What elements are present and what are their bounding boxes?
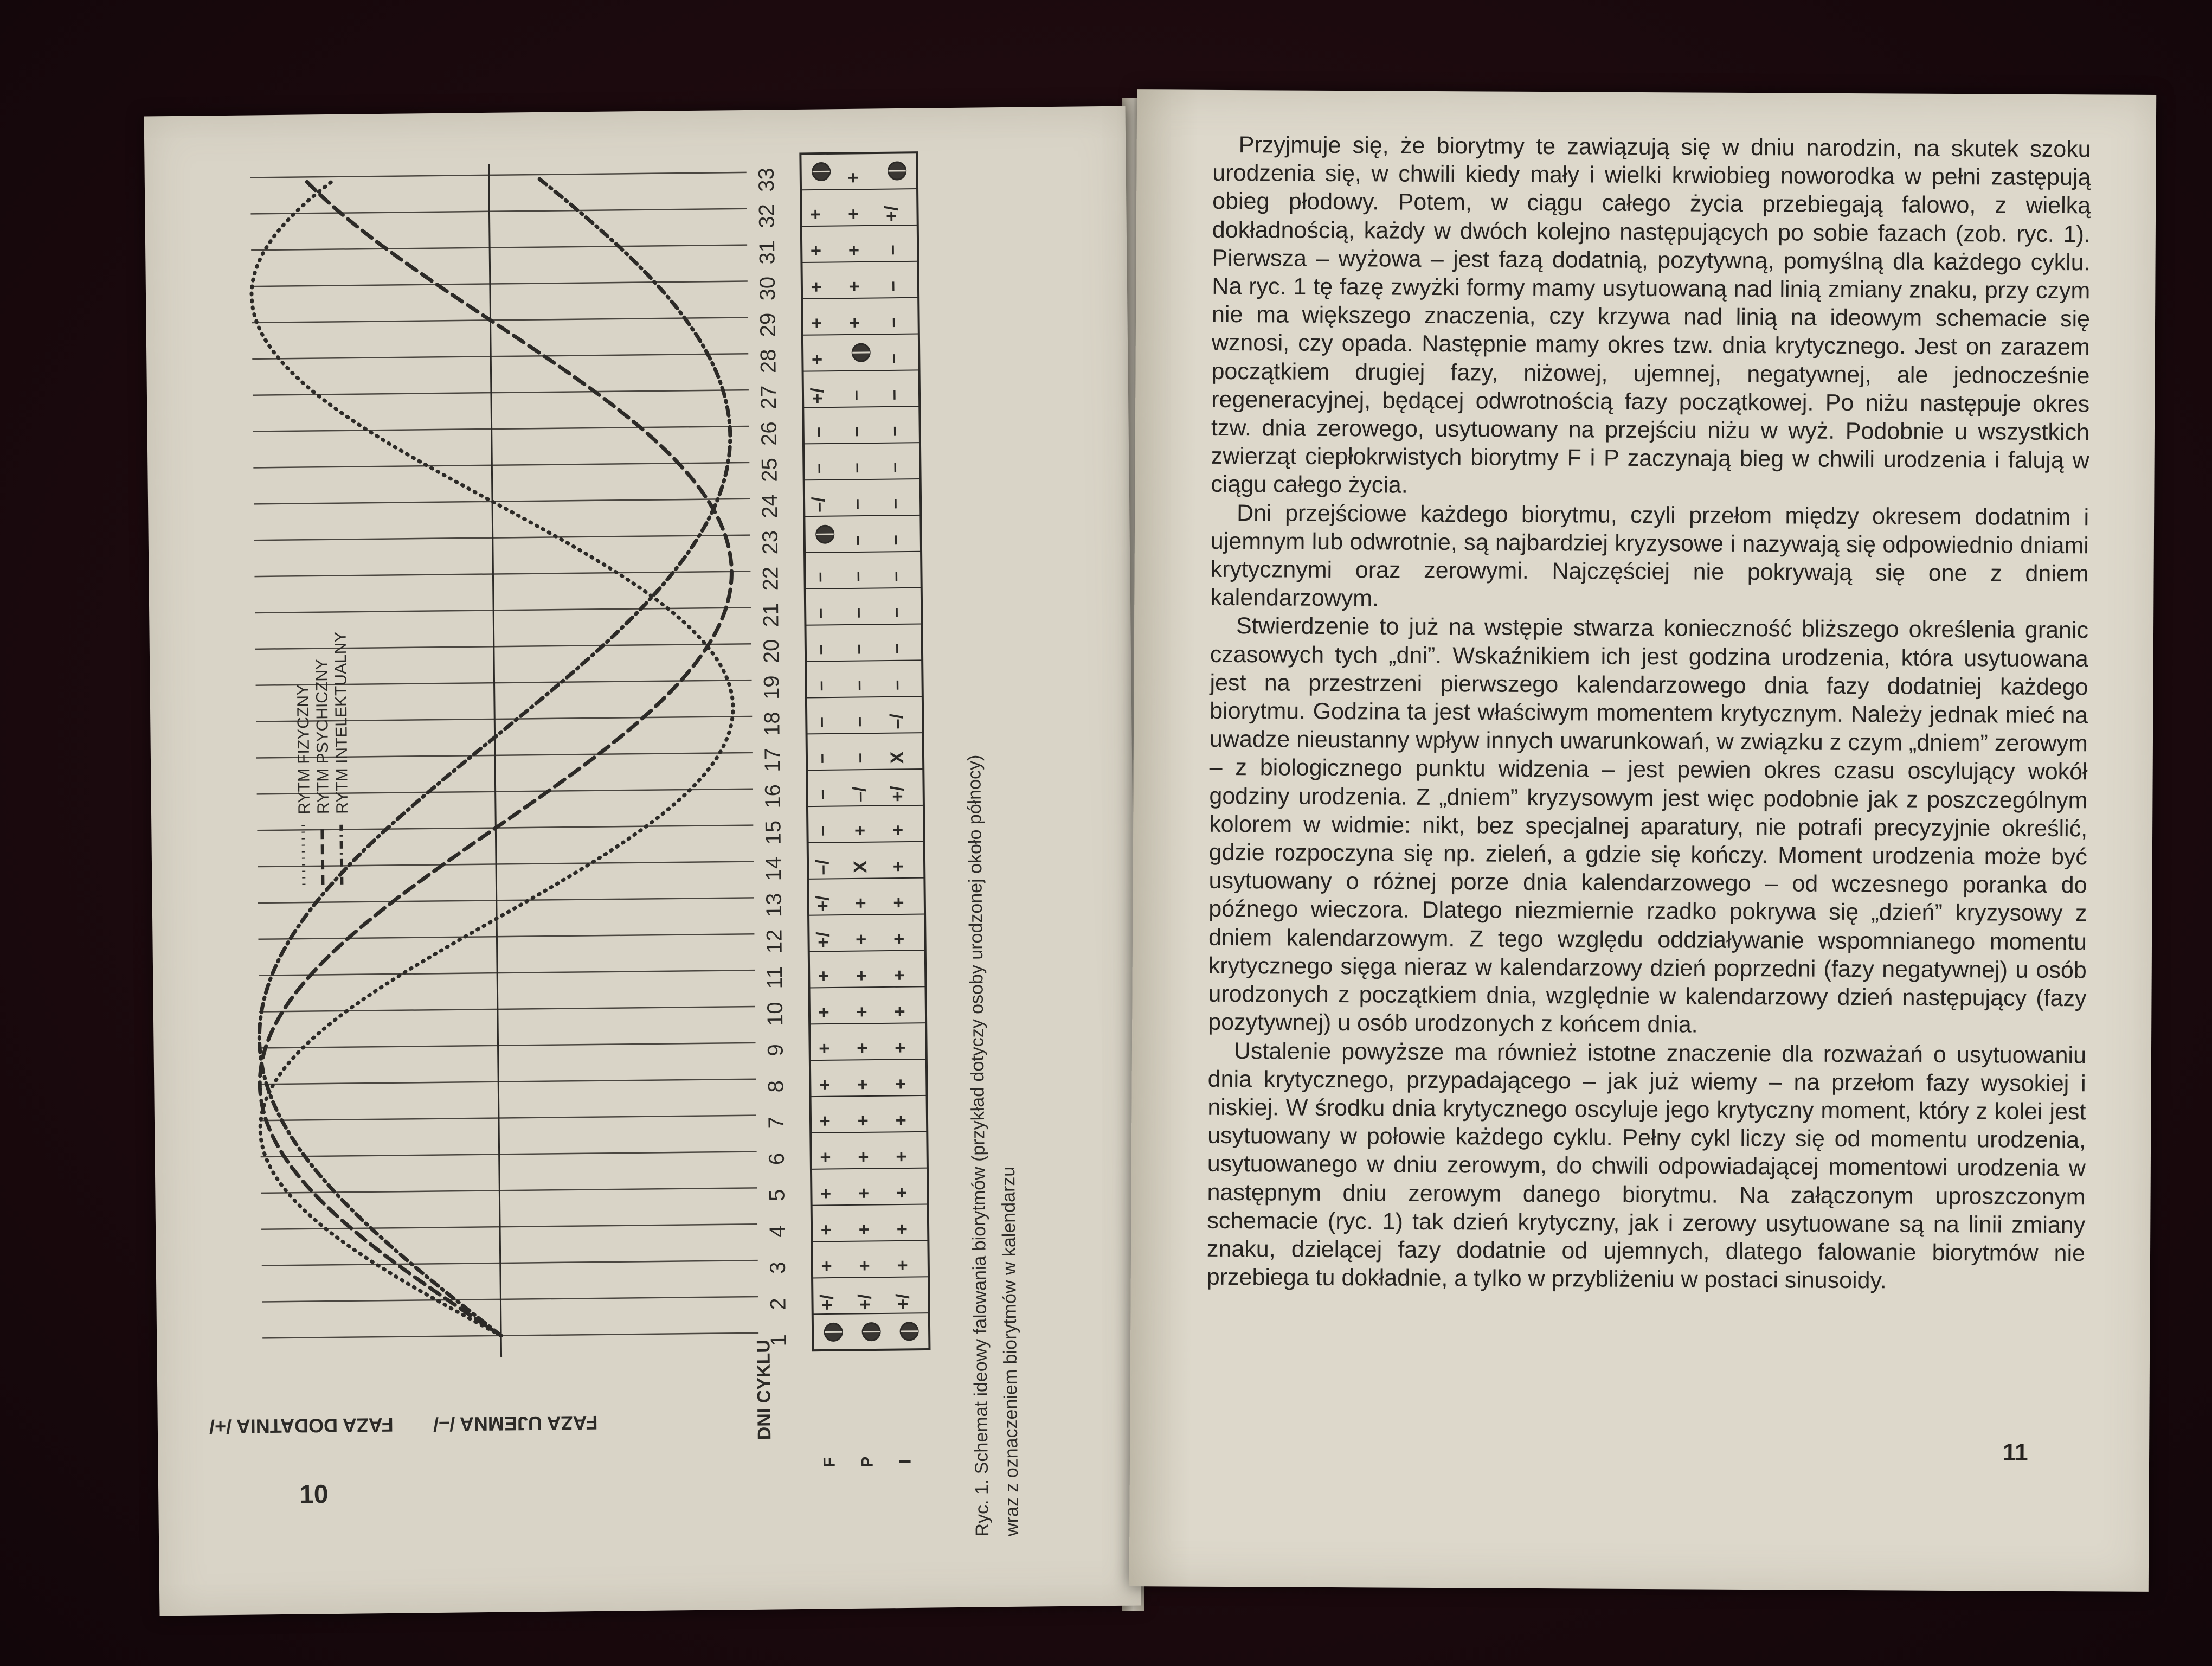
grid-cell-symbol: +/ (881, 206, 902, 222)
grid-line (253, 463, 749, 468)
calendar-grid-line (806, 660, 922, 661)
grid-cell-symbol: + (851, 934, 872, 945)
day-tick-label: 14 (761, 856, 786, 881)
calendar-grid-line (813, 1313, 929, 1314)
grid-line (262, 1333, 758, 1338)
grid-cell-symbol: + (815, 1151, 836, 1163)
grid-line (259, 970, 755, 976)
grid-cell-symbol: + (851, 970, 872, 982)
grid-line (257, 825, 753, 831)
legend-intellectual: RYTM INTELEKTUALNY (331, 631, 352, 814)
grid-cell-symbol: + (843, 208, 864, 220)
grid-line (252, 354, 748, 359)
day-tick-label: 12 (762, 929, 787, 954)
grid-line (252, 317, 748, 323)
grid-cell-symbol: + (813, 1007, 835, 1018)
grid-cell-symbol: +/ (892, 1293, 914, 1310)
day-tick-label: 1 (767, 1334, 791, 1347)
grid-line (262, 1297, 758, 1302)
calendar-grid-line (803, 406, 919, 407)
grid-cell-symbol: – (848, 753, 870, 764)
grid-cell-symbol: + (814, 1116, 836, 1127)
grid-cell-symbol: + (888, 861, 909, 872)
grid-cell-symbol: + (814, 1043, 835, 1054)
grid-cell-symbol: – (848, 716, 870, 727)
calendar-grid-line (801, 261, 918, 262)
grid-cell-symbol: –/ (886, 713, 908, 729)
y-label-negative: FAZA UJEMNA /–/ (433, 1411, 598, 1436)
grid-cell-symbol: + (844, 245, 865, 256)
day-tick-label: 11 (763, 966, 787, 989)
grid-cell-symbol: + (853, 1151, 874, 1163)
grid-cell-symbol: – (845, 390, 866, 401)
grid-cell-symbol: – (846, 499, 867, 510)
day-tick-label: 6 (764, 1152, 789, 1165)
grid-cell-symbol: + (888, 897, 909, 908)
grid-line (258, 934, 754, 939)
day-tick-label: 25 (757, 458, 782, 482)
calendar-grid-frame (800, 152, 929, 1350)
grid-cell-symbol: + (891, 1187, 912, 1199)
grid-cell-symbol: + (892, 1260, 913, 1271)
grid-cell-symbol: + (807, 354, 828, 366)
grid-cell-symbol: + (889, 933, 910, 945)
grid-cell-symbol: + (806, 317, 827, 329)
grid-cell-symbol: – (882, 317, 903, 328)
grid-cell-symbol: + (889, 970, 910, 981)
calendar-grid-line (807, 733, 923, 734)
grid-cell-symbol: + (844, 281, 865, 292)
grid-line (258, 861, 754, 867)
paragraph: Przyjmuje się, że biorytmy te zawiązują się w dniu narodzin, na skutek szoku urodzenia się, w chwili kiedy mały i wielki krwiobieg noworodka w pełni zastępują obieg płodowy. Potem, w ciągu całego życia przebiegają falowo, z wielką dokładnością, każdy w dwóch kolejno następujących po sobie fazach (zob. ryc. 1). Pierwsza – wyżowa – jest fazą dodatnią, pozytywną, pomyślną dla każdego cyklu. Na ryc. 1 tę fazę zwyżki formy mamy usytuowaną nad linią zmiany znaku, przy czym nie ma większego znaczenia, czy krzywa nad linią na ideowym schemacie się wznosi, czy opada. Następnie mamy okres tzw. dnia krytycznego. Jest on zarazem początkiem drugiej fazy, niżowej, ujemnej, negatywnej, ale jednocześnie regeneracyjnej, będącej odwrotnością fazy początkowej. Po niżu następuje okres tzw. dnia zerowego, usytuowany na przejściu niżu w wyż. Podobnie u wszystkich zwierząt ciepłokrwistych biorytmy F i P zaczynają bieg w chwili urodzenia i falują w ciągu całego życia. (1211, 132, 2091, 499)
day-tick-label: 13 (762, 893, 787, 918)
grid-row-label-f: F (820, 1457, 839, 1468)
grid-cell-symbol: + (850, 898, 871, 909)
grid-line (261, 1151, 757, 1157)
grid-cell-symbol: – (810, 681, 831, 691)
grid-line (260, 1116, 756, 1121)
grid-line (250, 209, 747, 214)
calendar-grid-line (808, 914, 925, 915)
paragraph: Ustalenie powyższe ma również istotne znaczenie dla rozważań o usytuowaniu dnia krytycznego, przypadającego – jak już wiemy – na przełom fazy wysokiej i niskiej. W środku dnia krytycznego oscyluje jego krytyczny moment, który z kolei jest usytuowany w połowie każdego cyklu. Pełny cykl liczy się od momentu urodzenia, usytuowanego w dniu zerowym, do chwili odpowiadającej momentowi urodzenia w następnym dniu zerowym danego biorytmu. Na załączonym uproszczonym schemacie (ryc. 1) tak dzień krytyczny, jak i zerowy usytuowane są na linii zmiany znaku, dzielącej fazy dodatnie od ujemnych, dlatego falowanie biorytmów nie przebiega tu dokładnie, a tylko w przybliżeniu w postaci sinusoidy. (1206, 1037, 2087, 1294)
day-tick-label: 18 (760, 712, 785, 736)
grid-cell-symbol: – (809, 572, 830, 582)
calendar-grid-line (811, 1168, 928, 1169)
grid-cell-symbol: – (885, 607, 906, 618)
day-tick-label: 3 (766, 1261, 790, 1274)
grid-cell-symbol: – (807, 427, 828, 438)
grid-line (253, 426, 749, 432)
day-tick-label: 30 (755, 276, 780, 301)
day-tick-label: 23 (758, 530, 783, 555)
grid-cell-symbol: – (882, 281, 903, 292)
grid-cell-symbol: – (884, 462, 905, 473)
grid-cell-symbol: +/ (807, 387, 828, 404)
grid-cell-symbol: – (886, 680, 907, 690)
calendar-grid-line (806, 696, 923, 697)
calendar-grid-line (805, 552, 921, 553)
grid-cell-symbol: – (885, 643, 907, 655)
day-tick-label: 24 (757, 494, 782, 518)
grid-line (255, 644, 751, 649)
grid-line (253, 390, 749, 395)
day-tick-label: 32 (755, 203, 779, 228)
grid-cell-symbol: +/ (812, 895, 833, 912)
grid-cell-symbol: + (890, 1114, 912, 1126)
grid-cell-symbol: + (852, 1079, 873, 1090)
grid-cell-symbol: – (812, 825, 833, 836)
grid-cell-symbol: – (848, 680, 869, 691)
grid-cell-symbol: + (892, 1223, 913, 1235)
calendar-grid-line (812, 1240, 928, 1241)
day-tick-label: 17 (760, 747, 785, 772)
grid-cell-symbol: – (883, 389, 904, 401)
grid-cell-symbol: – (883, 353, 904, 364)
x-axis-label: DNI CYKLU (753, 1339, 775, 1440)
grid-cell-symbol: – (884, 535, 905, 546)
page-number-right: 11 (2002, 1439, 2028, 1466)
calendar-grid-line (809, 950, 925, 951)
grid-cell-symbol: – (811, 753, 832, 764)
day-tick-label: 28 (756, 349, 781, 374)
grid-cell-symbol: –/ (849, 786, 870, 803)
grid-cell-symbol: + (852, 1042, 873, 1054)
calendar-grid-line (810, 1059, 927, 1060)
day-tick-label: 16 (761, 784, 785, 809)
calendar-grid-line (803, 370, 919, 371)
grid-line (262, 1260, 758, 1266)
right-page (1129, 89, 2156, 1592)
grid-cell-symbol: – (845, 426, 866, 437)
grid-cell-symbol: + (816, 1260, 837, 1272)
day-tick-label: 29 (756, 312, 780, 337)
day-tick-label: 4 (766, 1225, 790, 1238)
grid-cell-symbol: + (891, 1151, 912, 1162)
calendar-grid-line (802, 334, 919, 335)
calendar-grid-line (807, 805, 924, 806)
grid-cell-symbol: – (809, 644, 831, 655)
grid-cell-symbol: – (882, 245, 903, 255)
grid-cell-symbol: X (886, 751, 908, 764)
day-tick-label: 20 (759, 639, 784, 664)
calendar-grid-line (812, 1204, 928, 1205)
grid-cell-symbol: +/ (813, 932, 834, 948)
calendar-grid-line (809, 986, 925, 988)
grid-cell-symbol: + (888, 824, 909, 836)
grid-line (252, 281, 748, 287)
figure-caption-line1: Ryc. 1. Schemat ideowy falowania biorytmów (przykład dotyczy osoby urodzonej około północy) (963, 754, 993, 1537)
grid-line (254, 572, 750, 577)
grid-cell-symbol: + (889, 1006, 911, 1017)
grid-cell-symbol: – (808, 463, 829, 474)
grid-cell-symbol: – (847, 644, 869, 655)
day-tick-label: 31 (755, 240, 780, 265)
grid-cell-symbol: – (809, 608, 831, 619)
calendar-grid-line (804, 479, 921, 480)
day-tick-label: 7 (764, 1116, 789, 1129)
grid-cell-symbol: – (847, 571, 868, 582)
day-tick-label: 19 (760, 675, 784, 700)
calendar-grid-line (805, 624, 922, 625)
grid-line (259, 1007, 755, 1012)
day-tick-label: 2 (766, 1298, 790, 1310)
calendar-grid-line (805, 588, 922, 589)
grid-cell-symbol: – (811, 789, 832, 800)
grid-cell-symbol: + (816, 1224, 837, 1235)
grid-cell-symbol: + (806, 281, 827, 293)
grid-cell-symbol: –/ (808, 497, 829, 512)
calendar-grid-line (808, 878, 924, 879)
calendar-grid-line (812, 1277, 929, 1278)
grid-cell-symbol: + (843, 172, 864, 183)
paragraph: Stwierdzenie to już na wstępie stwarza konieczność bliższego określenia granic czasowych tych „dni”. Wskaźnikiem ich jest godzina urodzenia, która usytuowana jest na przestrzeni pierwszego kalendarzowego dnia fazy dodatniej każdego biorytmu. Godzina ta jest właściwym momentem krytycznym. Należy jednak mieć na uwadze nieustanny wpływ innych uwarunkowań, w związku z czym „dniem” zerowym – z biologicznego punktu widzenia – jest pewien okres czasu oscylujący wokół godziny urodzenia. Z „dniem” kryzysowym jest więc podobnie jak z poszczególnym kolorem w widmie: nikt, bez specjalnej aparatury, nie potrafi precyzyjnie określić, gdzie rozpoczyna się np. zieleń, a gdzie się kończy. Moment urodzenia może być usytuowany o różnej porze dnia kalendarzowego – od wczesnego poranka do późnego wieczora. Dlatego niezmiernie rzadko pokrywa się „dzień” kryzysowy z dniem kalendarzowym. Z tego względu oddziaływanie wspomnianego momentu krytycznego sięga nieraz w kalendarzowy dzień poprzedni (fazy negatywnej) u osób urodzonych z początkiem dnia, względnie w kalendarzowy dzień następujący (fazy pozytywnej) u osób urodzonych z końcem dnia. (1208, 613, 2089, 1038)
day-tick-label: 10 (763, 1002, 788, 1027)
figure-caption-line2: wraz z oznaczeniem biorytmów w kalendarzu (998, 1166, 1023, 1537)
grid-cell-symbol: + (813, 970, 834, 982)
grid-row-label-i: I (896, 1459, 915, 1464)
grid-line (258, 898, 754, 903)
calendar-grid-line (811, 1132, 927, 1133)
sign-change-line (489, 164, 501, 1357)
legend-physical: RYTM FIZYCZNY (294, 684, 314, 815)
calendar-grid-line (807, 769, 923, 770)
grid-cell-symbol: – (811, 717, 832, 728)
day-tick-label: 27 (756, 385, 781, 410)
day-tick-labels (755, 168, 791, 1347)
grid-cell-symbol: + (815, 1188, 837, 1200)
grid-cell-symbol: + (854, 1223, 875, 1235)
page-number-left: 10 (299, 1480, 329, 1509)
grid-cell-symbol: – (883, 426, 904, 437)
day-tick-label: 26 (757, 421, 781, 446)
grid-cell-symbol: X (850, 860, 871, 873)
grid-cell-symbol: + (852, 1115, 874, 1126)
grid-cell-symbol: – (847, 607, 869, 618)
grid-cell-symbol: + (844, 317, 865, 329)
grid-line (254, 535, 750, 541)
grid-cell-symbol: +/ (816, 1294, 838, 1311)
day-tick-label: 5 (765, 1189, 789, 1202)
calendar-grid-line (801, 189, 917, 190)
day-tick-label: 33 (754, 168, 779, 193)
grid-cell-symbol: – (846, 463, 867, 473)
body-text (1207, 131, 2091, 1296)
paragraph: Dni przejściowe każdego biorytmu, czyli przełom między okresem dodatnim i ujemnym lub odwrotnie, są najbardziej kryzysowe i nazywają się odpowiednio dniami krytycznymi oraz zerowymi. Najczęściej nie pokrywają się one z dniem kalendarzowym. (1210, 499, 2089, 612)
grid-cell-symbol: – (846, 535, 867, 546)
grid-line (260, 1079, 756, 1085)
grid-line (261, 1224, 757, 1229)
day-tick-label: 8 (764, 1080, 788, 1093)
grid-cell-symbol: + (853, 1188, 874, 1199)
legend-psychical: RYTM PSYCHICZNY (313, 658, 333, 815)
grid-row-label-p: P (858, 1456, 877, 1468)
left-page (144, 106, 1141, 1616)
calendar-grid-line (808, 842, 924, 843)
grid-line (251, 245, 747, 251)
day-tick-label: 21 (759, 603, 783, 627)
grid-cell-symbol: + (854, 1260, 875, 1272)
biorhythm-chart (144, 106, 1141, 1616)
grid-cell-symbol: + (851, 1006, 873, 1018)
grid-cell-symbol: + (850, 825, 871, 836)
calendar-grid-line (809, 1023, 926, 1024)
grid-cell-symbol: + (806, 245, 827, 257)
grid-line (250, 172, 747, 178)
grid-cell-symbol: + (814, 1079, 835, 1091)
grid-cell-symbol: –/ (812, 859, 833, 875)
grid-line (255, 607, 751, 613)
grid-cell-symbol: + (890, 1042, 911, 1054)
grid-cell-symbol: + (890, 1078, 911, 1090)
grid-cell-symbol: – (884, 498, 905, 509)
calendar-grid-line (802, 298, 918, 299)
calendar-grid (800, 152, 929, 1350)
grid-cell-symbol: +/ (854, 1294, 876, 1310)
grid-cell-symbol: + (805, 209, 826, 220)
grid-cell-symbol: +/ (887, 786, 908, 802)
grid-cell-symbol: – (885, 571, 906, 582)
calendar-grid-line (803, 443, 920, 444)
grid-line (260, 1043, 756, 1048)
legend (294, 631, 352, 885)
calendar-grid-line (804, 515, 921, 516)
day-tick-label: 22 (758, 566, 783, 591)
calendar-grid-line (811, 1095, 927, 1097)
y-label-positive: FAZA DODATNIA /+/ (209, 1413, 394, 1438)
day-tick-label: 9 (763, 1044, 788, 1056)
day-tick-label: 15 (761, 820, 786, 845)
calendar-grid-line (801, 225, 918, 226)
grid-line (254, 499, 750, 504)
